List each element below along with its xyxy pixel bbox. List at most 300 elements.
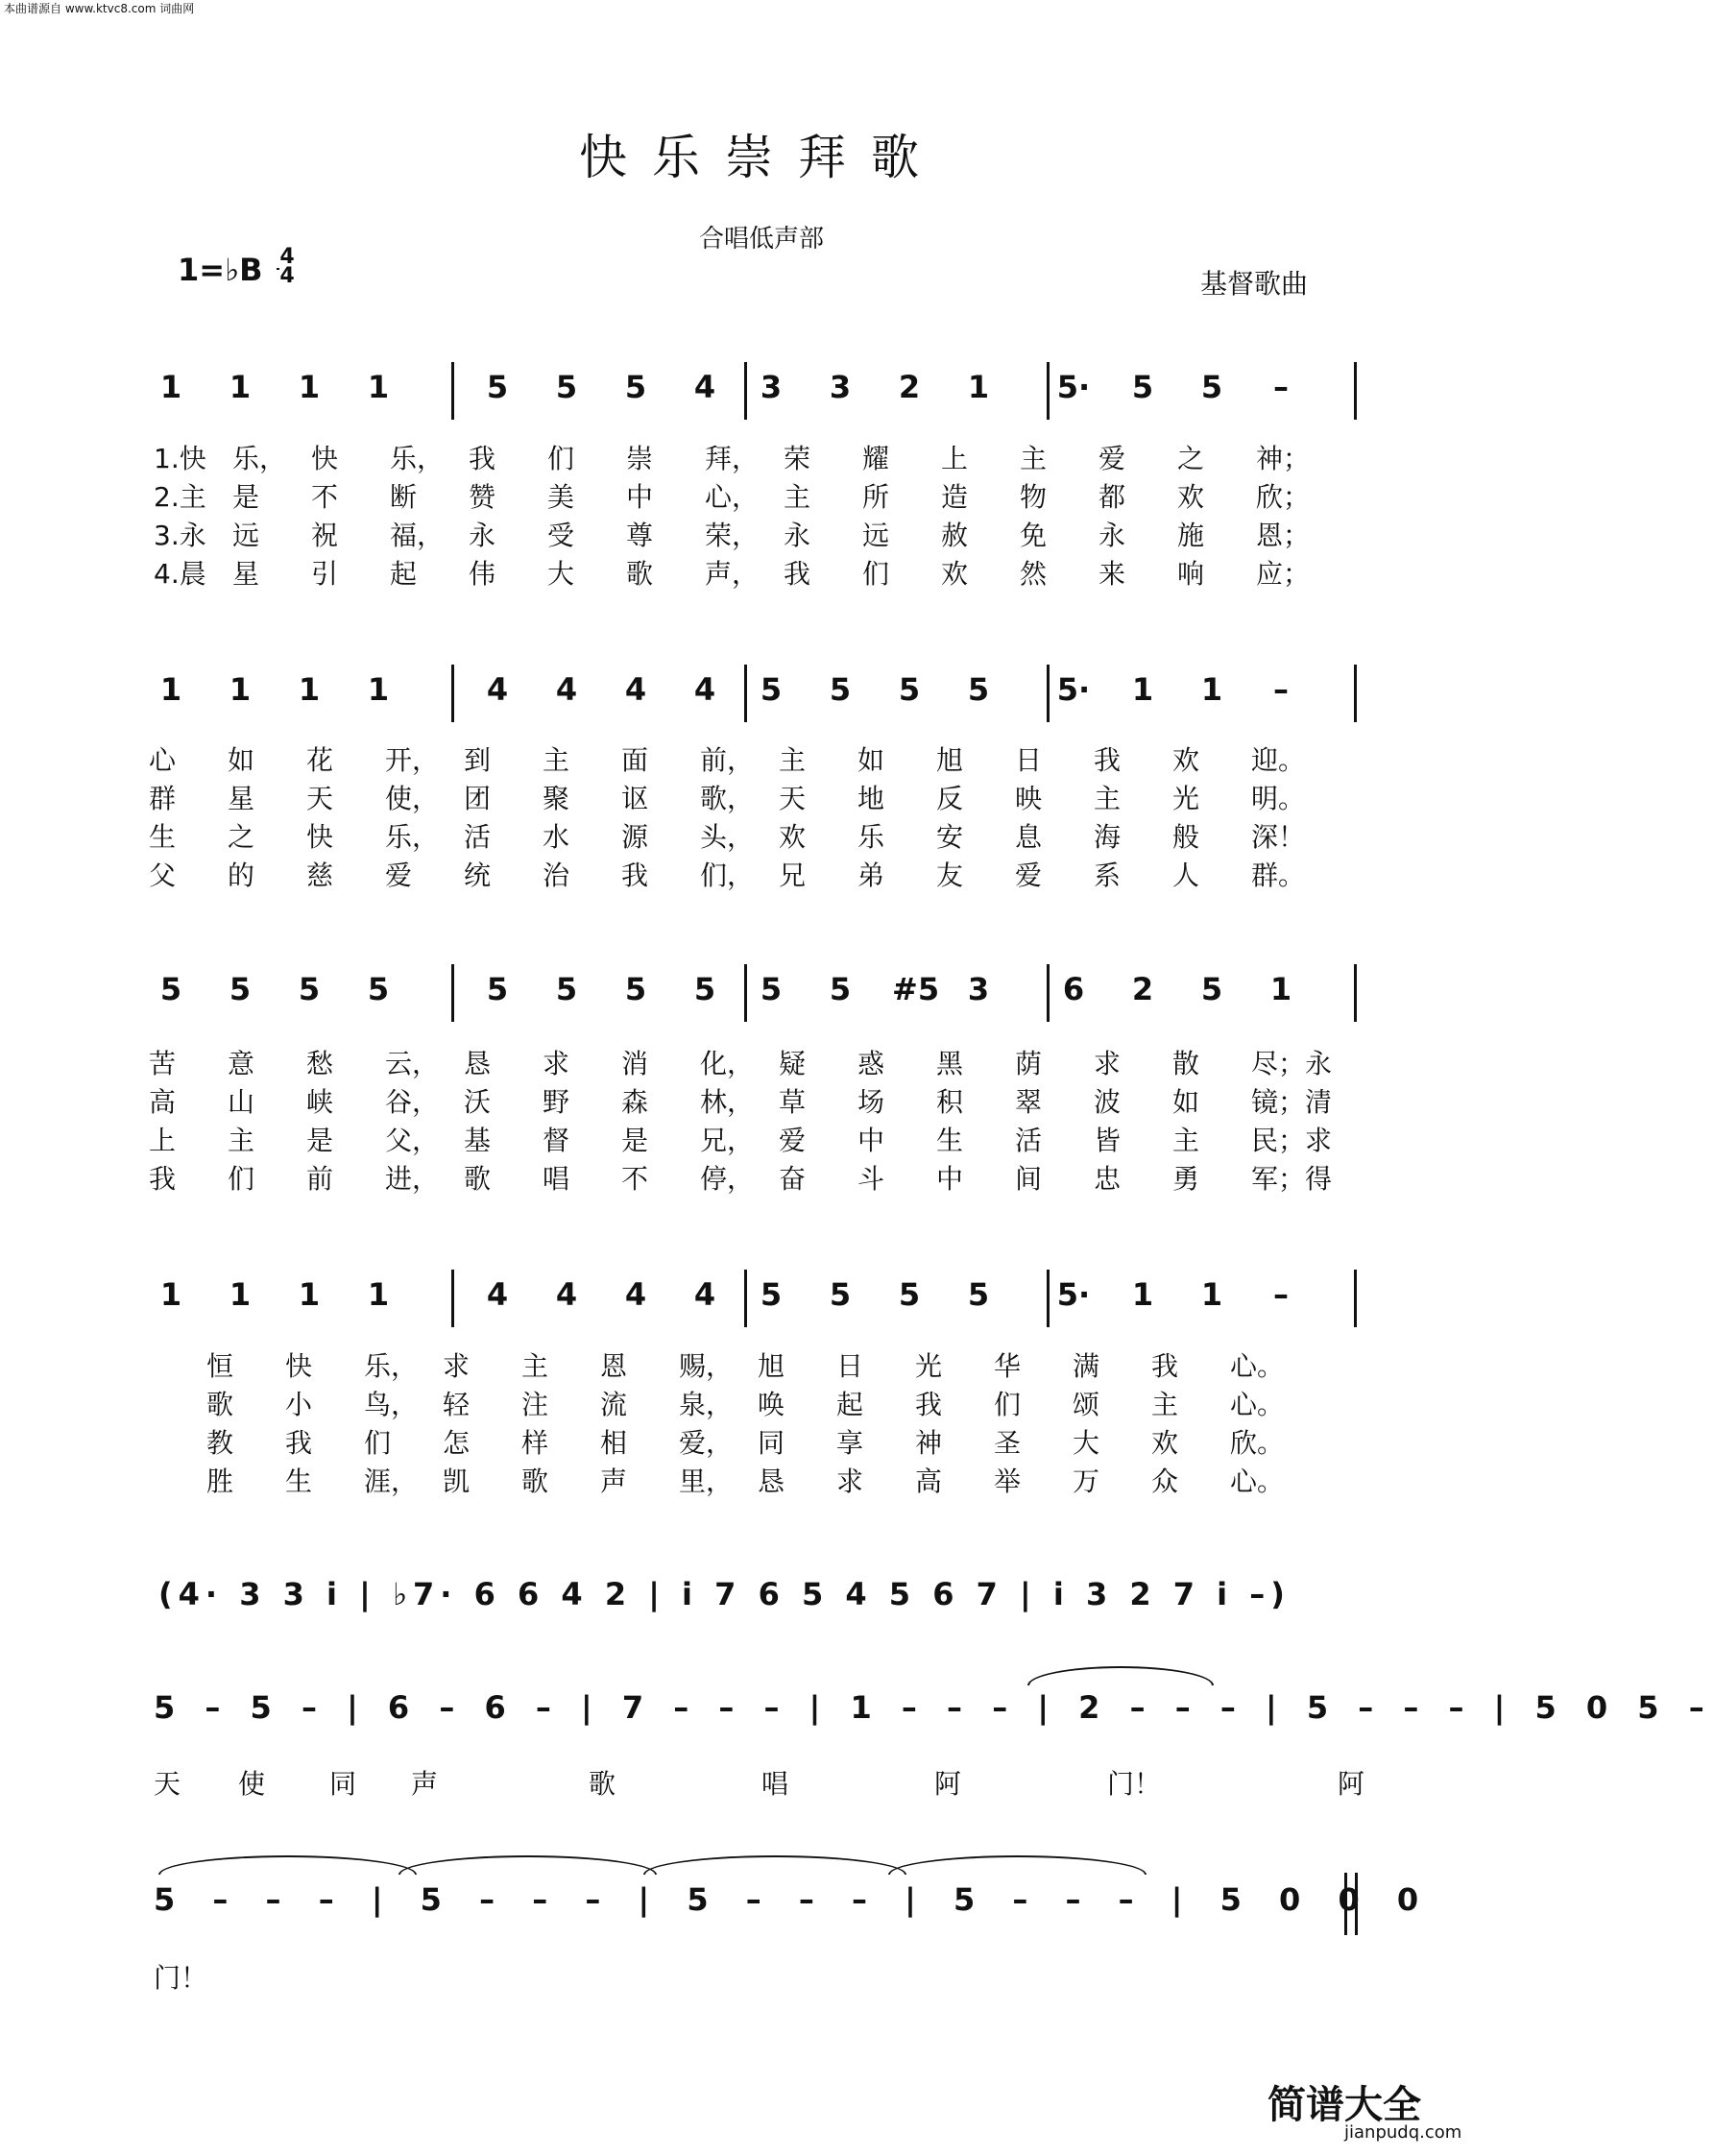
lyric-syllable: 歌， — [700, 783, 755, 814]
lyric-syllable: 小 — [285, 1389, 313, 1420]
lyric-syllable: 翠 — [1015, 1086, 1043, 1118]
lyric-syllable: 怎 — [443, 1427, 471, 1459]
slur — [1027, 1666, 1214, 1685]
note: 5· — [1056, 369, 1091, 405]
lyric-syllable: 主 — [228, 1125, 255, 1156]
lyric-syllable: 镜；清 — [1251, 1086, 1333, 1118]
lyric-syllable: 上 — [149, 1125, 177, 1156]
lyric-syllable: 受 — [547, 520, 575, 551]
note: 1 — [229, 671, 252, 708]
barline — [1047, 964, 1050, 1022]
lyric-syllable: 歌 — [626, 558, 654, 590]
note: 5 — [229, 971, 252, 1007]
lyric-line — [154, 440, 1335, 478]
lyric-syllable: 我 — [469, 443, 496, 474]
lyric-syllable: 惑 — [857, 1048, 885, 1079]
lyric-syllable: 勇 — [1172, 1163, 1200, 1195]
lyric-syllable: 意 — [228, 1048, 255, 1079]
barline — [1354, 665, 1357, 722]
lyric-syllable: 爱， — [679, 1427, 734, 1459]
lyric-syllable: 活 — [1015, 1125, 1043, 1156]
lyric-syllable: 快 — [285, 1350, 313, 1382]
lyric-syllable: 花 — [306, 744, 334, 776]
note: 4 — [693, 369, 716, 405]
lyric-syllable: 起 — [390, 558, 418, 590]
lyric-syllable: 伟 — [469, 558, 496, 590]
lyric-syllable: 来 — [1098, 558, 1126, 590]
final-notes: 5 – – – | 5 – – – | 5 – – – | 5 – – – | 5 0 0 0 — [154, 1881, 1433, 1918]
barline — [451, 964, 454, 1022]
lyric-syllable: 赞 — [469, 481, 496, 513]
lyric-syllable: 乐， — [232, 443, 287, 474]
note: 1 — [1200, 1276, 1223, 1313]
lyric-syllable: 鸟， — [364, 1389, 419, 1420]
barline — [1047, 665, 1050, 722]
lyric-syllable: 乐， — [385, 821, 440, 853]
lyric-syllable: 涯， — [364, 1466, 419, 1497]
lyric-syllable: 积 — [936, 1086, 964, 1118]
lyric-syllable: 映 — [1015, 783, 1043, 814]
lyric-syllable: 引 — [311, 558, 339, 590]
note: 2 — [1131, 971, 1154, 1007]
note: 5 — [1131, 369, 1154, 405]
lyric-syllable: 山 — [228, 1086, 255, 1118]
lyric-syllable: 深！ — [1251, 821, 1306, 853]
slur — [158, 1855, 417, 1875]
lyric-syllable: 们 — [364, 1427, 392, 1459]
lyric-syllable: 乐， — [364, 1350, 419, 1382]
note: 1 — [298, 1276, 321, 1313]
lyric-syllable: 华 — [994, 1350, 1022, 1382]
lyric-syllable: 水 — [543, 821, 570, 853]
lyric-syllable: 开， — [385, 744, 440, 776]
lyric-syllable: 波 — [1094, 1086, 1122, 1118]
lyric-syllable: 尽；永 — [1251, 1048, 1333, 1079]
note: 1 — [159, 1276, 182, 1313]
lyric-syllable: 之 — [228, 821, 255, 853]
lyric-syllable: 荣， — [705, 520, 760, 551]
note: 5 — [967, 671, 990, 708]
lyric-syllable: 拜， — [705, 443, 760, 474]
lyric-syllable: 满 — [1073, 1350, 1100, 1382]
lyric-syllable: 中 — [857, 1125, 885, 1156]
note: 2 — [898, 369, 921, 405]
note: 3 — [967, 971, 990, 1007]
lyric-syllable: 免 — [1020, 520, 1048, 551]
lyric-syllable: 胜 — [206, 1466, 234, 1497]
lyric-syllable: 唤 — [758, 1389, 785, 1420]
note: 5 — [829, 971, 852, 1007]
note: 1 — [1131, 671, 1154, 708]
note: 4 — [486, 671, 509, 708]
lyric-syllable: 爱 — [385, 860, 413, 891]
lyric-syllable: 欢 — [941, 558, 969, 590]
lyric-syllable: 日 — [1015, 744, 1043, 776]
watermark-url: jianpudq.com — [1344, 2122, 1462, 2143]
note: 4 — [555, 1276, 578, 1313]
lyric-syllable: 门！ — [1107, 1768, 1162, 1800]
lyric-syllable: 主 — [521, 1350, 549, 1382]
interlude-line: (4· 3 3 i | ♭7· 6 6 4 2 | i 7 6 5 4 5 6 7 | i 3 2 7 i –) — [158, 1576, 1291, 1612]
lyric-line — [206, 1386, 1309, 1424]
lyric-syllable: 歌 — [589, 1768, 616, 1800]
lyric-syllable: 求 — [1094, 1048, 1122, 1079]
lyric-syllable: 心。 — [1230, 1350, 1285, 1382]
lyric-syllable: 疑 — [779, 1048, 807, 1079]
lyric-syllable: 安 — [936, 821, 964, 853]
note: 1 — [367, 1276, 390, 1313]
lyric-syllable: 阿 — [1338, 1768, 1365, 1800]
lyric-syllable: 天 — [306, 783, 334, 814]
note: 5 — [898, 1276, 921, 1313]
lyric-syllable: 福， — [390, 520, 445, 551]
lyric-syllable: 如 — [857, 744, 885, 776]
note: 1 — [967, 369, 990, 405]
lyric-syllable: 愁 — [306, 1048, 334, 1079]
source-line: 本曲谱源自 www.ktvc8.com 词曲网 — [4, 2, 195, 15]
lyric-syllable: 不 — [621, 1163, 649, 1195]
lyric-syllable: 祝 — [311, 520, 339, 551]
note: 1 — [159, 671, 182, 708]
lyric-syllable: 停， — [700, 1163, 755, 1195]
lyric-syllable: 荣 — [784, 443, 811, 474]
lyric-syllable: 督 — [543, 1125, 570, 1156]
note: 5 — [159, 971, 182, 1007]
lyric-syllable: 治 — [543, 860, 570, 891]
note: 5 — [693, 971, 716, 1007]
lyric-line — [154, 478, 1335, 517]
lyric-syllable: 神 — [915, 1427, 943, 1459]
lyric-syllable: 注 — [521, 1389, 549, 1420]
lyric-syllable: 父 — [149, 860, 177, 891]
lyric-syllable: 3.永 — [154, 520, 206, 551]
lyric-syllable: 恳 — [464, 1048, 492, 1079]
lyric-syllable: 反 — [936, 783, 964, 814]
lyric-syllable: 崇 — [626, 443, 654, 474]
note: 1 — [1200, 671, 1223, 708]
lyric-syllable: 欣。 — [1230, 1427, 1285, 1459]
lyric-syllable: 恩； — [1256, 520, 1311, 551]
lyric-syllable: 海 — [1094, 821, 1122, 853]
lyric-syllable: 我 — [1094, 744, 1122, 776]
lyric-syllable: 大 — [1073, 1427, 1100, 1459]
note: 3 — [829, 369, 852, 405]
lyric-line — [206, 1424, 1309, 1463]
note: 5 — [298, 971, 321, 1007]
lyric-syllable: 永 — [1098, 520, 1126, 551]
lyric-syllable: 远 — [862, 520, 890, 551]
lyric-syllable: 声 — [411, 1768, 439, 1800]
note: 4 — [624, 671, 647, 708]
lyric-syllable: 如 — [1172, 1086, 1200, 1118]
lyric-syllable: 讴 — [621, 783, 649, 814]
lyric-syllable: 轻 — [443, 1389, 471, 1420]
barline — [1354, 964, 1357, 1022]
lyric-syllable: 然 — [1020, 558, 1048, 590]
lyric-line — [149, 1083, 1333, 1122]
lyric-syllable: 苦 — [149, 1048, 177, 1079]
lyric-line — [206, 1347, 1309, 1386]
lyric-syllable: 系 — [1094, 860, 1122, 891]
note: 5 — [898, 671, 921, 708]
lyric-syllable: 美 — [547, 481, 575, 513]
lyric-syllable: 耀 — [862, 443, 890, 474]
lyric-syllable: 头， — [700, 821, 755, 853]
lyric-line — [149, 1160, 1333, 1199]
page-subtitle: 合唱低声部 — [698, 225, 824, 254]
lyric-syllable: 如 — [228, 744, 255, 776]
lyric-syllable: 颂 — [1073, 1389, 1100, 1420]
lyric-syllable: 恳 — [758, 1466, 785, 1497]
barline — [1354, 362, 1357, 420]
lyric-syllable: 欢 — [779, 821, 807, 853]
lyric-syllable: 恩 — [600, 1350, 628, 1382]
note: 1 — [1269, 971, 1292, 1007]
lyric-syllable: 永 — [784, 520, 811, 551]
coda-notes: 5 – 5 – | 6 – 6 – | 7 – – – | 1 – – – | 2 – – – | 5 – – – | 5 0 5 – — [154, 1689, 1714, 1726]
lyric-syllable: 之 — [1177, 443, 1205, 474]
lyric-syllable: 主 — [543, 744, 570, 776]
note: 1 — [298, 671, 321, 708]
lyric-syllable: 森 — [621, 1086, 649, 1118]
note: 5 — [555, 369, 578, 405]
lyric-syllable: 光 — [915, 1350, 943, 1382]
slur — [643, 1855, 906, 1875]
lyric-syllable: 般 — [1172, 821, 1200, 853]
lyric-syllable: 化， — [700, 1048, 755, 1079]
note: 5 — [624, 971, 647, 1007]
lyric-syllable: 起 — [836, 1389, 864, 1420]
lyric-syllable: 爱 — [779, 1125, 807, 1156]
lyric-syllable: 黑 — [936, 1048, 964, 1079]
lyric-syllable: 统 — [464, 860, 492, 891]
lyric-syllable: 圣 — [994, 1427, 1022, 1459]
lyric-syllable: 们 — [994, 1389, 1022, 1420]
composer: 基督歌曲 — [1200, 268, 1309, 300]
lyric-syllable: 间 — [1015, 1163, 1043, 1195]
lyric-syllable: 我 — [1151, 1350, 1179, 1382]
lyric-syllable: 云， — [385, 1048, 440, 1079]
lyric-line — [149, 857, 1330, 895]
lyric-syllable: 生 — [285, 1466, 313, 1497]
note: 5 — [760, 1276, 783, 1313]
coda-lyrics — [154, 1765, 1414, 1804]
note: 4 — [693, 671, 716, 708]
lyric-syllable: 心。 — [1230, 1389, 1285, 1420]
time-signature: 4 4 — [277, 248, 298, 286]
lyric-syllable: 峡 — [306, 1086, 334, 1118]
note: 1 — [298, 369, 321, 405]
note: 5 — [486, 971, 509, 1007]
barline — [744, 665, 747, 722]
lyric-syllable: 旭 — [758, 1350, 785, 1382]
note: 5· — [1056, 671, 1091, 708]
lyric-syllable: 主 — [784, 481, 811, 513]
note: 5 — [486, 369, 509, 405]
lyric-syllable: 谷， — [385, 1086, 440, 1118]
lyric-syllable: 星 — [228, 783, 255, 814]
lyric-syllable: 们 — [547, 443, 575, 474]
lyric-syllable: 应； — [1256, 558, 1311, 590]
lyric-syllable: 天 — [154, 1768, 181, 1800]
lyric-syllable: 明。 — [1251, 783, 1306, 814]
note: 1 — [367, 369, 390, 405]
lyric-syllable: 心， — [705, 481, 760, 513]
lyric-syllable: 我 — [621, 860, 649, 891]
lyric-syllable: 中 — [626, 481, 654, 513]
lyric-syllable: 欢 — [1172, 744, 1200, 776]
lyric-syllable: 生 — [149, 821, 177, 853]
lyric-syllable: 欣； — [1256, 481, 1311, 513]
barline — [744, 362, 747, 420]
lyric-syllable: 团 — [464, 783, 492, 814]
note: 1 — [159, 369, 182, 405]
lyric-syllable: 林， — [700, 1086, 755, 1118]
lyric-syllable: 求 — [836, 1466, 864, 1497]
note: 5 — [829, 1276, 852, 1313]
lyric-syllable: 欢 — [1151, 1427, 1179, 1459]
note: 5 — [967, 1276, 990, 1313]
lyric-syllable: 聚 — [543, 783, 570, 814]
lyric-syllable: 心 — [149, 744, 177, 776]
lyric-syllable: 基 — [464, 1125, 492, 1156]
lyric-syllable: 我 — [784, 558, 811, 590]
lyric-line — [149, 1122, 1333, 1160]
lyric-syllable: 奋 — [779, 1163, 807, 1195]
lyric-syllable: 前 — [306, 1163, 334, 1195]
lyric-syllable: 主 — [1020, 443, 1048, 474]
lyric-syllable: 皆 — [1094, 1125, 1122, 1156]
lyric-syllable: 众 — [1151, 1466, 1179, 1497]
lyric-syllable: 断 — [390, 481, 418, 513]
lyric-syllable: 我 — [915, 1389, 943, 1420]
lyric-syllable: 光 — [1172, 783, 1200, 814]
lyric-syllable: 乐， — [390, 443, 445, 474]
lyric-syllable: 中 — [936, 1163, 964, 1195]
note: 5· — [1056, 1276, 1091, 1313]
lyric-line — [149, 818, 1330, 857]
lyric-syllable: 野 — [543, 1086, 570, 1118]
lyric-line — [154, 555, 1335, 594]
lyric-syllable: 赐， — [679, 1350, 734, 1382]
barline — [744, 964, 747, 1022]
lyric-syllable: 旭 — [936, 744, 964, 776]
barline — [451, 665, 454, 722]
lyric-syllable: 们 — [228, 1163, 255, 1195]
lyric-syllable: 声 — [600, 1466, 628, 1497]
barline — [451, 362, 454, 420]
lyric-syllable: 沃 — [464, 1086, 492, 1118]
lyric-syllable: 求 — [543, 1048, 570, 1079]
note: 4 — [555, 671, 578, 708]
lyric-syllable: 响 — [1177, 558, 1205, 590]
lyric-syllable: 使， — [385, 783, 440, 814]
lyric-syllable: 是 — [232, 481, 260, 513]
lyric-syllable: 尊 — [626, 520, 654, 551]
lyric-syllable: 都 — [1098, 481, 1126, 513]
lyric-syllable: 施 — [1177, 520, 1205, 551]
lyric-syllable: 主 — [1172, 1125, 1200, 1156]
lyric-syllable: 唱 — [543, 1163, 570, 1195]
note: 1 — [367, 671, 390, 708]
lyric-syllable: 活 — [464, 821, 492, 853]
lyric-syllable: 同 — [329, 1768, 357, 1800]
lyric-syllable: 前， — [700, 744, 755, 776]
lyric-syllable: 里， — [679, 1466, 734, 1497]
lyric-syllable: 乐 — [857, 821, 885, 853]
lyric-line — [149, 1045, 1333, 1083]
lyric-syllable: 星 — [232, 558, 260, 590]
lyric-syllable: 兄 — [779, 860, 807, 891]
lyric-syllable: 我 — [149, 1163, 177, 1195]
lyric-line — [206, 1463, 1309, 1501]
lyric-syllable: 相 — [600, 1427, 628, 1459]
lyric-syllable: 使 — [238, 1768, 266, 1800]
lyric-syllable: 样 — [521, 1427, 549, 1459]
watermark: 简谱大全 — [1267, 2083, 1421, 2127]
lyric-syllable: 的 — [228, 860, 255, 891]
barline — [1047, 1270, 1050, 1327]
lyric-syllable: 荫 — [1015, 1048, 1043, 1079]
lyric-syllable: 主 — [1151, 1389, 1179, 1420]
lyric-syllable: 们 — [862, 558, 890, 590]
lyric-syllable: 高 — [149, 1086, 177, 1118]
lyric-syllable: 心。 — [1230, 1466, 1285, 1497]
note: 5 — [555, 971, 578, 1007]
lyric-syllable: 生 — [936, 1125, 964, 1156]
lyric-syllable: 群。 — [1251, 860, 1306, 891]
lyric-syllable: 快 — [306, 821, 334, 853]
lyric-syllable: 不 — [311, 481, 339, 513]
lyric-syllable: 弟 — [857, 860, 885, 891]
note: 5 — [1200, 971, 1223, 1007]
lyric-syllable: 享 — [836, 1427, 864, 1459]
lyric-syllable: 2.主 — [154, 481, 206, 513]
lyric-syllable: 凯 — [443, 1466, 471, 1497]
lyric-syllable: 快 — [311, 443, 339, 474]
note: – — [1273, 369, 1289, 405]
lyric-syllable: 造 — [941, 481, 969, 513]
lyric-syllable: 地 — [857, 783, 885, 814]
lyric-syllable: 是 — [621, 1125, 649, 1156]
key-signature: 1=♭B — [178, 252, 263, 288]
lyric-syllable: 同 — [758, 1427, 785, 1459]
lyric-syllable: 恒 — [206, 1350, 234, 1382]
lyric-syllable: 息 — [1015, 821, 1043, 853]
note: 1 — [229, 369, 252, 405]
lyric-syllable: 教 — [206, 1427, 234, 1459]
lyric-syllable: 声， — [705, 558, 760, 590]
final-lyrics: 门！ — [154, 1962, 208, 1994]
lyric-syllable: 物 — [1020, 481, 1048, 513]
lyric-syllable: 兄， — [700, 1125, 755, 1156]
slur — [398, 1855, 657, 1875]
lyric-syllable: 流 — [600, 1389, 628, 1420]
barline — [451, 1270, 454, 1327]
lyric-syllable: 民；求 — [1251, 1125, 1333, 1156]
lyric-syllable: 们， — [700, 860, 755, 891]
note: 5 — [367, 971, 390, 1007]
lyric-syllable: 进， — [385, 1163, 440, 1195]
note: 4 — [624, 1276, 647, 1313]
lyric-syllable: 人 — [1172, 860, 1200, 891]
barline — [1354, 1270, 1357, 1327]
lyric-syllable: 举 — [994, 1466, 1022, 1497]
lyric-syllable: 主 — [779, 744, 807, 776]
lyric-syllable: 消 — [621, 1048, 649, 1079]
note: 3 — [760, 369, 783, 405]
lyric-syllable: 神； — [1256, 443, 1311, 474]
